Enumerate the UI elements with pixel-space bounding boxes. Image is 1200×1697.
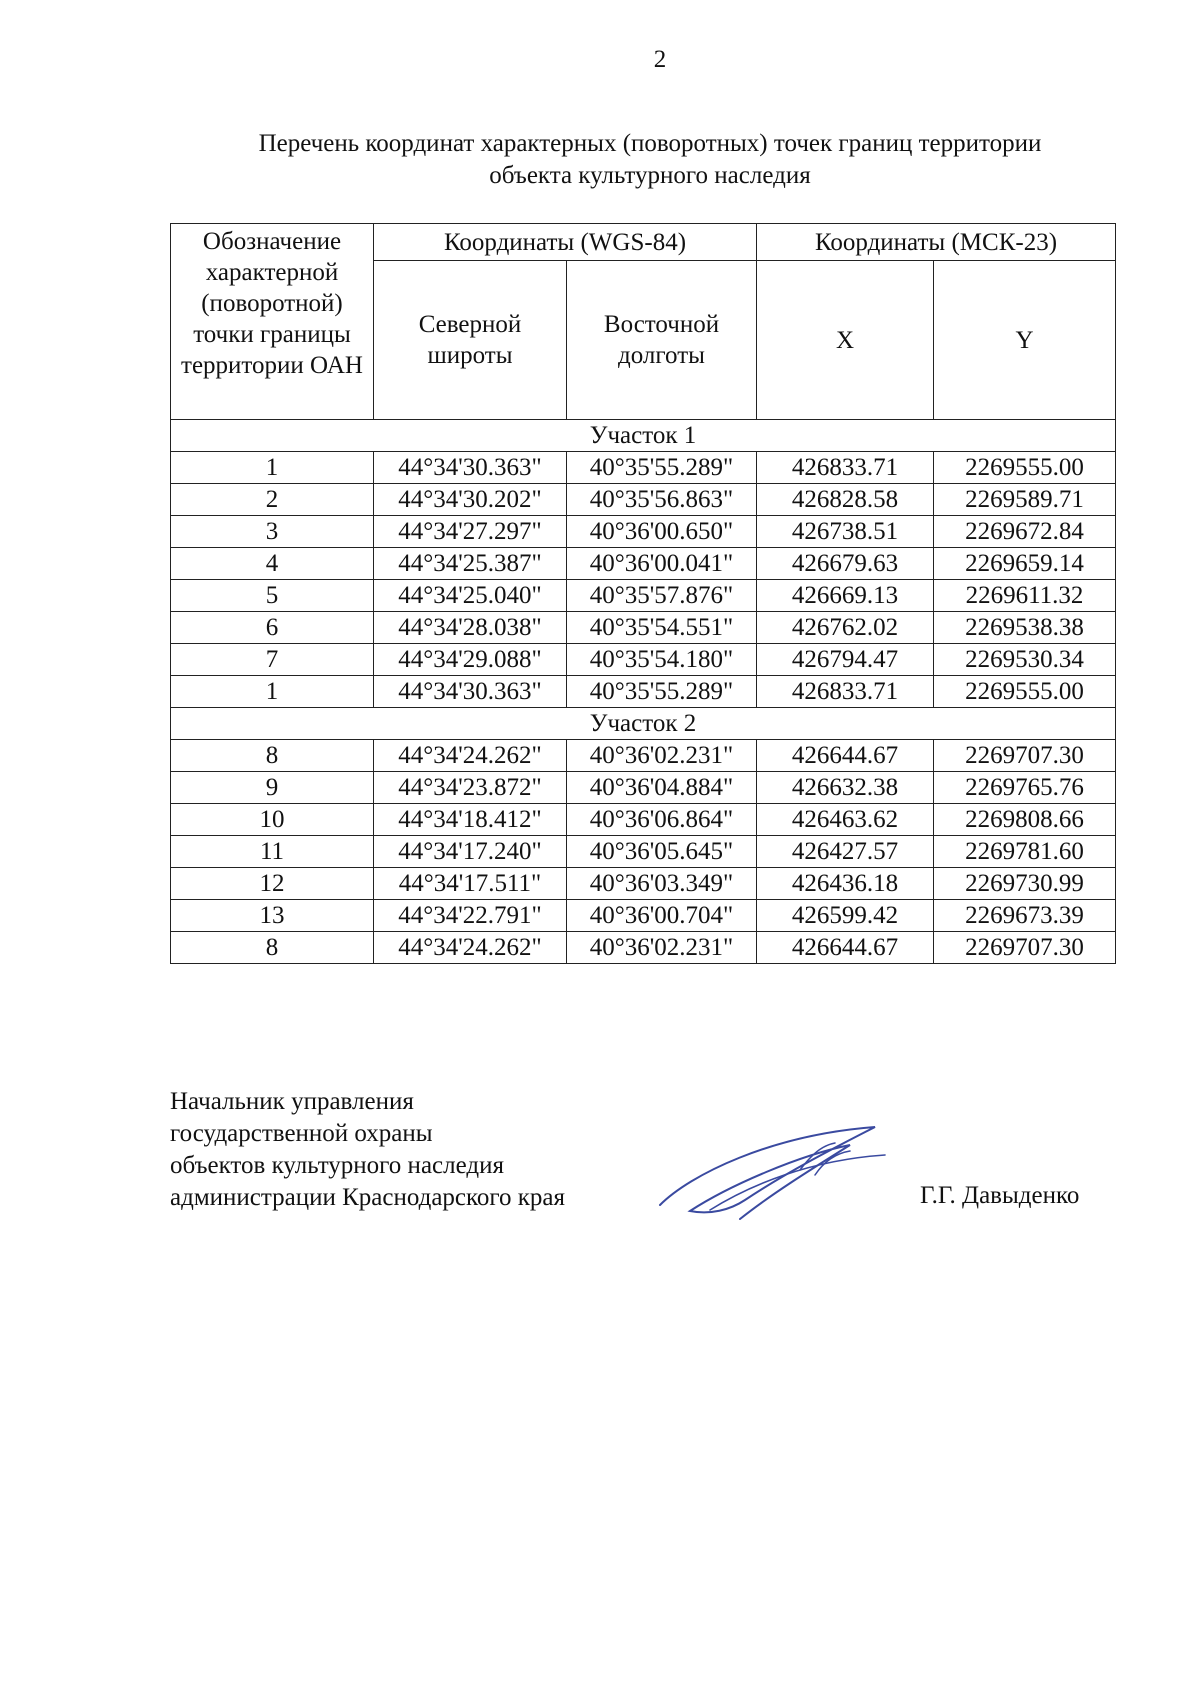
cell-x: 426833.71 bbox=[757, 452, 934, 484]
cell-point: 5 bbox=[171, 580, 374, 612]
cell-lat: 44°34'25.387" bbox=[374, 548, 567, 580]
position-line-4: администрации Краснодарского края bbox=[170, 1184, 566, 1211]
cell-y: 2269672.84 bbox=[934, 516, 1116, 548]
cell-lon: 40°36'03.349" bbox=[567, 868, 757, 900]
cell-lat: 44°34'17.240" bbox=[374, 836, 567, 868]
cell-lat: 44°34'25.040" bbox=[374, 580, 567, 612]
y-header: Y bbox=[934, 261, 1116, 420]
cell-y: 2269765.76 bbox=[934, 772, 1116, 804]
document-title-line-1: Перечень координат характерных (поворотных) точек границ территории bbox=[258, 130, 1042, 157]
cell-y: 2269611.32 bbox=[934, 580, 1116, 612]
cell-point: 12 bbox=[171, 868, 374, 900]
cell-lon: 40°36'04.884" bbox=[567, 772, 757, 804]
cell-lon: 40°36'00.704" bbox=[567, 900, 757, 932]
cell-lat: 44°34'28.038" bbox=[374, 612, 567, 644]
cell-lon: 40°35'54.551" bbox=[567, 612, 757, 644]
x-header: X bbox=[757, 261, 934, 420]
cell-x: 426738.51 bbox=[757, 516, 934, 548]
handwritten-signature bbox=[650, 1115, 890, 1225]
cell-point: 3 bbox=[171, 516, 374, 548]
cell-lat: 44°34'30.363" bbox=[374, 676, 567, 708]
cell-y: 2269781.60 bbox=[934, 836, 1116, 868]
table-row bbox=[171, 900, 1116, 932]
cell-lon: 40°36'02.231" bbox=[567, 740, 757, 772]
position-line-3: объектов культурного наследия bbox=[170, 1152, 504, 1179]
coordinates-table bbox=[170, 223, 1116, 964]
cell-x: 426669.13 bbox=[757, 580, 934, 612]
table-row bbox=[171, 836, 1116, 868]
signature-block bbox=[170, 1086, 565, 1214]
cell-lat: 44°34'30.202" bbox=[374, 484, 567, 516]
section-row bbox=[171, 420, 1116, 452]
section-title: Участок 2 bbox=[171, 708, 1116, 740]
cell-point: 1 bbox=[171, 676, 374, 708]
cell-point: 9 bbox=[171, 772, 374, 804]
cell-lat: 44°34'23.872" bbox=[374, 772, 567, 804]
cell-lat: 44°34'24.262" bbox=[374, 740, 567, 772]
cell-y: 2269673.39 bbox=[934, 900, 1116, 932]
table-row bbox=[171, 644, 1116, 676]
cell-x: 426436.18 bbox=[757, 868, 934, 900]
cell-point: 8 bbox=[171, 932, 374, 964]
cell-y: 2269659.14 bbox=[934, 548, 1116, 580]
cell-lat: 44°34'29.088" bbox=[374, 644, 567, 676]
cell-point: 4 bbox=[171, 548, 374, 580]
cell-lon: 40°36'00.650" bbox=[567, 516, 757, 548]
cell-x: 426679.63 bbox=[757, 548, 934, 580]
cell-point: 2 bbox=[171, 484, 374, 516]
signer-name: Г.Г. Давыденко bbox=[920, 1182, 1080, 1209]
cell-y: 2269707.30 bbox=[934, 932, 1116, 964]
cell-lon: 40°35'57.876" bbox=[567, 580, 757, 612]
point-designation-header: Обозначение характерной (поворотной) точки границы территории ОАН bbox=[171, 224, 374, 420]
table-row bbox=[171, 548, 1116, 580]
page-number: 2 bbox=[653, 46, 667, 73]
cell-lon: 40°35'56.863" bbox=[567, 484, 757, 516]
section-title: Участок 1 bbox=[171, 420, 1116, 452]
cell-x: 426427.57 bbox=[757, 836, 934, 868]
wgs84-group-header: Координаты (WGS-84) bbox=[374, 224, 757, 261]
table-row bbox=[171, 580, 1116, 612]
table-row bbox=[171, 772, 1116, 804]
cell-lon: 40°35'54.180" bbox=[567, 644, 757, 676]
cell-x: 426794.47 bbox=[757, 644, 934, 676]
table-row bbox=[171, 516, 1116, 548]
cell-point: 13 bbox=[171, 900, 374, 932]
cell-x: 426599.42 bbox=[757, 900, 934, 932]
cell-point: 8 bbox=[171, 740, 374, 772]
cell-point: 6 bbox=[171, 612, 374, 644]
cell-lat: 44°34'30.363" bbox=[374, 452, 567, 484]
position-line-1: Начальник управления bbox=[170, 1088, 414, 1115]
cell-x: 426644.67 bbox=[757, 740, 934, 772]
cell-lat: 44°34'24.262" bbox=[374, 932, 567, 964]
document-title-line-2: объекта культурного наследия bbox=[489, 162, 811, 189]
cell-point: 1 bbox=[171, 452, 374, 484]
latitude-header: Северной широты bbox=[374, 261, 567, 420]
cell-y: 2269808.66 bbox=[934, 804, 1116, 836]
cell-y: 2269589.71 bbox=[934, 484, 1116, 516]
table-row bbox=[171, 612, 1116, 644]
table-row bbox=[171, 484, 1116, 516]
msk23-group-header: Координаты (МСК-23) bbox=[757, 224, 1116, 261]
cell-lat: 44°34'27.297" bbox=[374, 516, 567, 548]
cell-y: 2269555.00 bbox=[934, 676, 1116, 708]
cell-x: 426463.62 bbox=[757, 804, 934, 836]
table-row bbox=[171, 932, 1116, 964]
cell-y: 2269730.99 bbox=[934, 868, 1116, 900]
cell-lon: 40°36'00.041" bbox=[567, 548, 757, 580]
position-line-2: государственной охраны bbox=[170, 1120, 433, 1147]
cell-lon: 40°35'55.289" bbox=[567, 676, 757, 708]
cell-lat: 44°34'22.791" bbox=[374, 900, 567, 932]
cell-lat: 44°34'18.412" bbox=[374, 804, 567, 836]
longitude-header: Восточной долготы bbox=[567, 261, 757, 420]
cell-lon: 40°35'55.289" bbox=[567, 452, 757, 484]
cell-point: 11 bbox=[171, 836, 374, 868]
cell-y: 2269555.00 bbox=[934, 452, 1116, 484]
cell-y: 2269538.38 bbox=[934, 612, 1116, 644]
cell-point: 7 bbox=[171, 644, 374, 676]
document-title bbox=[190, 128, 1110, 192]
table-row bbox=[171, 740, 1116, 772]
table-row bbox=[171, 676, 1116, 708]
cell-y: 2269707.30 bbox=[934, 740, 1116, 772]
section-row bbox=[171, 708, 1116, 740]
table-body bbox=[171, 420, 1116, 964]
cell-x: 426833.71 bbox=[757, 676, 934, 708]
cell-lon: 40°36'02.231" bbox=[567, 932, 757, 964]
cell-lat: 44°34'17.511" bbox=[374, 868, 567, 900]
cell-y: 2269530.34 bbox=[934, 644, 1116, 676]
cell-x: 426632.38 bbox=[757, 772, 934, 804]
cell-point: 10 bbox=[171, 804, 374, 836]
table-row bbox=[171, 804, 1116, 836]
cell-lon: 40°36'05.645" bbox=[567, 836, 757, 868]
table-row bbox=[171, 452, 1116, 484]
cell-x: 426828.58 bbox=[757, 484, 934, 516]
cell-lon: 40°36'06.864" bbox=[567, 804, 757, 836]
cell-x: 426762.02 bbox=[757, 612, 934, 644]
cell-x: 426644.67 bbox=[757, 932, 934, 964]
table-row bbox=[171, 868, 1116, 900]
